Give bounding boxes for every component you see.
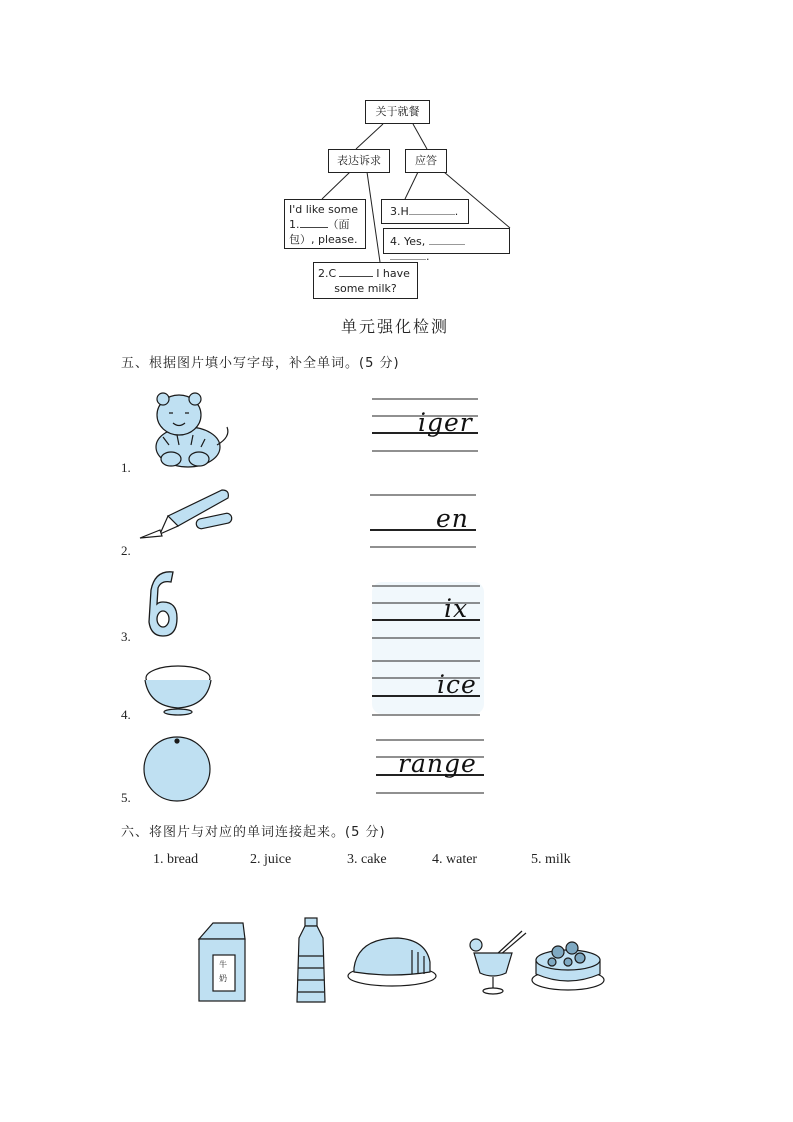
word-cake: 3. cake	[347, 852, 387, 867]
diagram-root-label: 关于就餐	[375, 105, 420, 118]
box1-line1: I'd like some	[289, 203, 359, 216]
box2-line1	[318, 266, 413, 281]
diagram-box-1	[284, 199, 366, 249]
box1-line2	[289, 217, 361, 232]
box1-line3: 包）, please.	[289, 233, 358, 246]
diagram-box-4	[383, 228, 510, 263]
diagram-box-3	[381, 199, 469, 224]
answer-blank-4a[interactable]	[429, 244, 465, 245]
milk-carton-label-1: 牛	[219, 960, 227, 969]
tiger-icon	[143, 387, 233, 472]
box2-end: I have	[376, 267, 410, 280]
diagram-root-box	[365, 100, 430, 124]
box4-start: 4. Yes,	[390, 235, 426, 248]
pen-icon	[138, 486, 238, 546]
box3-start: 3.H	[390, 205, 409, 218]
number-six-icon	[145, 566, 185, 641]
diagram-box-2	[313, 262, 418, 299]
diagram-response-box	[405, 149, 447, 173]
box4-end: .	[426, 250, 430, 263]
box1-paren: （面	[327, 218, 350, 231]
question-number-1: 1.	[121, 460, 131, 475]
answer-blank-1[interactable]	[300, 227, 328, 228]
writing-grid-3	[372, 585, 492, 645]
handwritten-answer-4: ice	[437, 670, 477, 699]
answer-blank-3[interactable]	[409, 214, 455, 215]
box1-number: 1.	[289, 218, 300, 231]
milk-carton-label-2: 奶	[219, 974, 227, 983]
diagram-response-label: 应答	[415, 154, 437, 167]
answer-blank-4b[interactable]	[390, 259, 426, 260]
handwritten-answer-3: ix	[444, 594, 469, 623]
question-number-2: 2.	[121, 543, 131, 558]
word-juice: 2. juice	[250, 852, 292, 867]
water-bottle-icon[interactable]	[291, 916, 331, 1008]
handwritten-answer-5: range	[398, 749, 477, 778]
juice-glass-icon[interactable]	[466, 925, 528, 1000]
box2-line2: some milk?	[334, 282, 397, 295]
handwritten-answer-1: iger	[418, 408, 473, 437]
word-milk: 5. milk	[531, 852, 571, 867]
box3-end: .	[454, 205, 459, 218]
milk-carton-picture[interactable]	[193, 921, 249, 1003]
writing-grid-2	[370, 494, 490, 554]
bread-icon[interactable]	[346, 930, 446, 990]
cake-icon[interactable]	[530, 930, 610, 995]
question-number-5: 5.	[121, 790, 131, 805]
answer-blank-2[interactable]	[339, 276, 373, 277]
diagram-request-label: 表达诉求	[337, 154, 381, 167]
orange-icon	[142, 735, 222, 805]
word-water: 4. water	[432, 852, 478, 867]
unit-title: 单元强化检测	[341, 317, 450, 336]
section5-title: 五、根据图片填小写字母，补全单词。(5 分)	[121, 356, 400, 371]
section6-title: 六、将图片与对应的单词连接起来。(5 分)	[121, 825, 386, 840]
rice-bowl-icon	[141, 656, 216, 716]
question-number-4: 4.	[121, 707, 131, 722]
handwritten-answer-2: en	[436, 504, 469, 533]
diagram-request-box	[328, 149, 390, 173]
word-bread: 1. bread	[153, 852, 199, 867]
question-number-3: 3.	[121, 629, 131, 644]
box2-start: 2.C	[318, 267, 337, 280]
